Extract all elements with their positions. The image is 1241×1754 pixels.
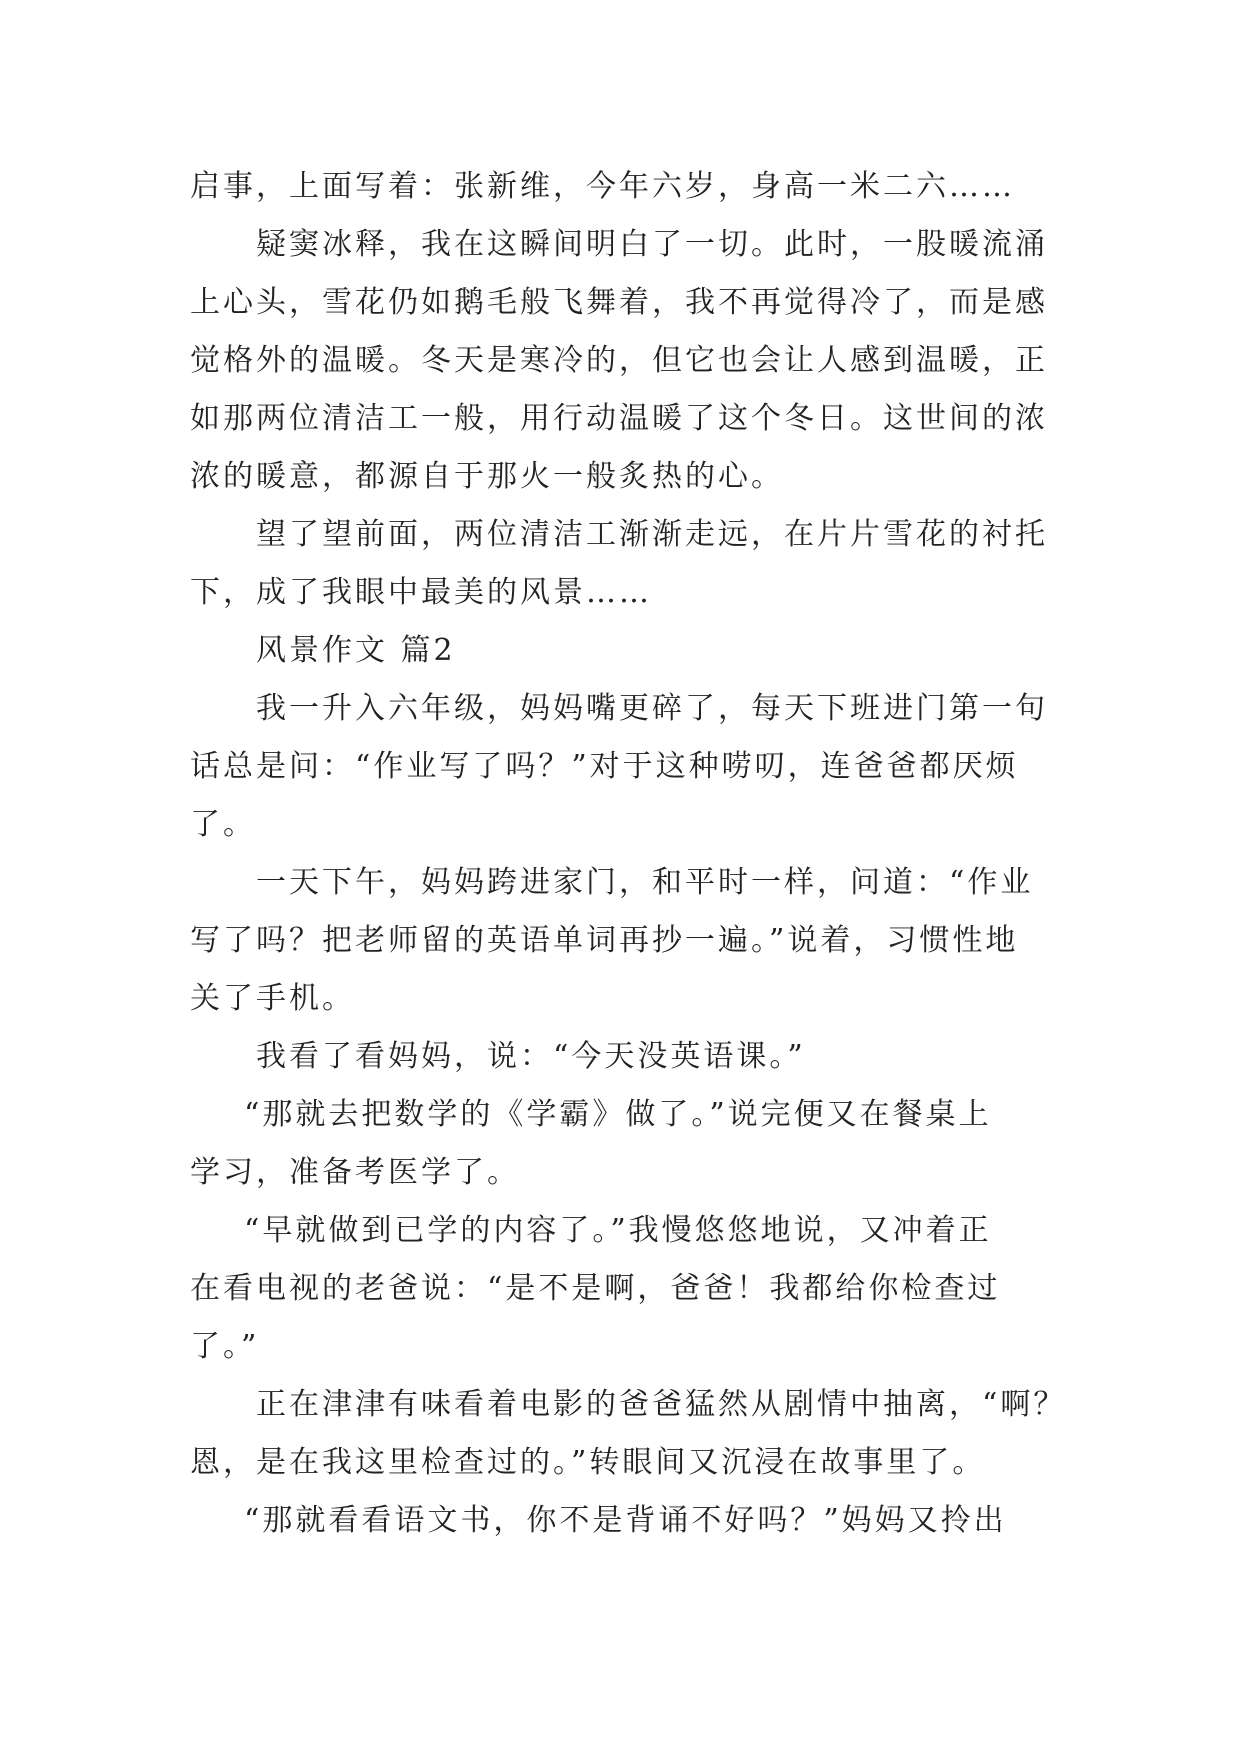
text-line: 关了手机。 <box>190 981 355 1016</box>
text-line: 觉格外的温暖。冬天是寒冷的，但它也会让人感到温暖，正 <box>190 343 1048 378</box>
text-line: 了。” <box>190 1329 260 1364</box>
paragraph-start-line: 疑窦冰释，我在这瞬间明白了一切。此时，一股暖流涌 <box>256 227 1048 262</box>
paragraph-start-line: “那就去把数学的《学霸》做了。”说完便又在餐桌上 <box>244 1097 992 1132</box>
text-line: 如那两位清洁工一般，用行动温暖了这个冬日。这世间的浓 <box>190 401 1048 436</box>
paragraph-start-line: “早就做到已学的内容了。”我慢悠悠地说，又冲着正 <box>244 1213 992 1248</box>
text-line: 学习，准备考医学了。 <box>190 1155 520 1190</box>
document-body <box>190 158 1067 1550</box>
text-line: 浓的暖意，都源自于那火一般炙热的心。 <box>190 459 784 494</box>
text-line: 恩，是在我这里检查过的。”转眼间又沉浸在故事里了。 <box>190 1445 986 1480</box>
text-line: 了。 <box>190 807 256 842</box>
paragraph-start-line: 正在津津有味看着电影的爸爸猛然从剧情中抽离，“啊？ <box>256 1387 1067 1422</box>
text-line: 启事，上面写着：张新维，今年六岁，身高一米二六…… <box>190 169 1015 204</box>
text-line: 话总是问：“作业写了吗？”对于这种唠叨，连爸爸都厌烦 <box>190 749 1019 784</box>
text-line: 写了吗？把老师留的英语单词再抄一遍。”说着，习惯性地 <box>190 923 1019 958</box>
text-line: 上心头，雪花仍如鹅毛般飞舞着，我不再觉得冷了，而是感 <box>190 285 1048 320</box>
paragraph-start-line: 一天下午，妈妈跨进家门，和平时一样，问道：“作业 <box>256 865 1034 900</box>
section-heading: 风景作文 篇2 <box>256 633 456 668</box>
text-line: 在看电视的老爸说：“是不是啊，爸爸！我都给你检查过 <box>190 1271 1001 1306</box>
paragraph-start-line: 我看了看妈妈，说：“今天没英语课。” <box>256 1039 806 1074</box>
paragraph-start-line: “那就看看语文书，你不是背诵不好吗？”妈妈又拎出 <box>244 1503 1007 1538</box>
text-line: 下，成了我眼中最美的风景…… <box>190 575 652 610</box>
paragraph-start-line: 我一升入六年级，妈妈嘴更碎了，每天下班进门第一句 <box>256 691 1048 726</box>
paragraph-start-line: 望了望前面，两位清洁工渐渐走远，在片片雪花的衬托 <box>256 517 1048 552</box>
